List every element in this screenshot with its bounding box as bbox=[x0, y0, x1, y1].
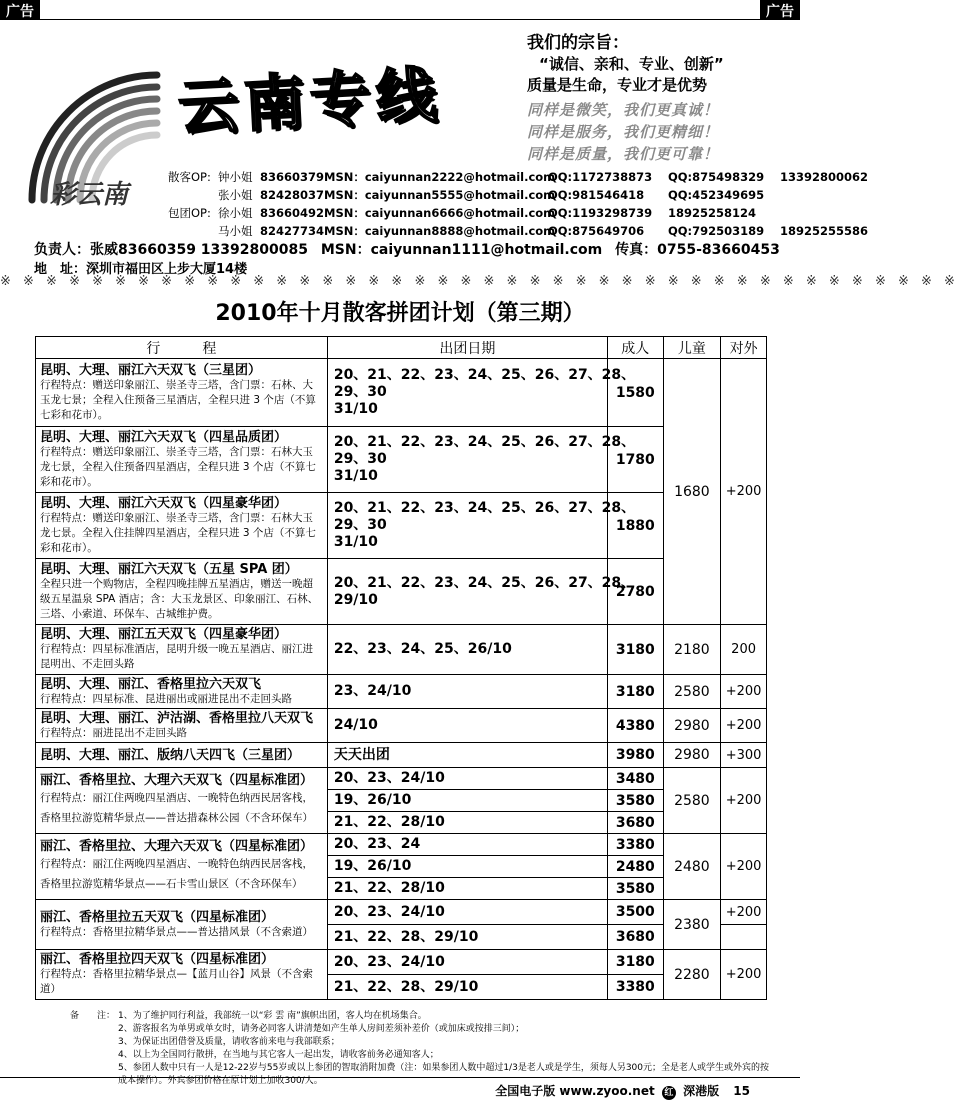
route-desc: 香格里拉游览精华景点——普达措森林公园（不含环保车） bbox=[40, 812, 313, 824]
table-row bbox=[36, 625, 767, 675]
external-price: 200 bbox=[721, 625, 767, 675]
route-desc: 行程特点：赠送印象丽江、崇圣寺三塔，含门票：石林大玉龙七景。全程入住挂牌四星酒店，全程只进 3 个店（不算七彩和花市）。 bbox=[40, 511, 316, 554]
route-cell bbox=[36, 768, 328, 834]
adult-price: 3500 bbox=[607, 900, 663, 925]
external-price: +300 bbox=[721, 743, 767, 768]
slogan-line-2: 质量是生命，专业才是优势 bbox=[527, 76, 708, 94]
table-row bbox=[36, 709, 767, 743]
top-rule bbox=[0, 19, 800, 20]
dates-line: 31/10 bbox=[333, 534, 378, 550]
table-row bbox=[36, 359, 767, 427]
route-name: 丽江、香格里拉四天双飞（四星标准团） bbox=[40, 952, 275, 967]
table-row bbox=[36, 834, 767, 856]
header bbox=[0, 22, 869, 277]
note-item: 2、游客报名为单男或单女时，请务必同客人讲清楚如产生单人房间差须补差价（或加床或按排三间）； bbox=[118, 1024, 525, 1034]
dates-line: 20、21、22、23、24、25、26、27、28、 bbox=[333, 367, 636, 383]
dates-cell: 24/10 bbox=[327, 709, 607, 743]
dates-cell: 21、22、28、29/10 bbox=[327, 975, 607, 1000]
adult-price: 3480 bbox=[607, 768, 663, 790]
footer bbox=[495, 1082, 750, 1100]
address: 地 址：深圳市福田区上步大厦14楼 bbox=[34, 262, 248, 277]
contact-qq: QQ:981546418 bbox=[548, 188, 645, 202]
logo-subtitle: 彩云南 bbox=[50, 180, 129, 210]
route-name: 昆明、大理、丽江六天双飞（三星团） bbox=[40, 362, 262, 378]
dates-line: 20、21、22、23、24、25、26、27、28、 bbox=[333, 500, 636, 516]
adult-price: 3180 bbox=[607, 625, 663, 675]
table-row bbox=[36, 675, 767, 709]
plan-title: 2010年十月散客拼团计划（第三期） bbox=[215, 301, 585, 326]
route-cell bbox=[36, 709, 328, 743]
child-price: 2480 bbox=[663, 834, 721, 900]
route-name: 昆明、大理、丽江六天双飞（五星 SPA 团） bbox=[40, 561, 298, 577]
route-desc: 行程特点：赠送印象丽江、崇圣寺三塔，含门票：石林、大玉龙七景；全程入住预备三星酒店，全程只进 3 个店（不算七彩和花市）。 bbox=[40, 378, 316, 421]
adult-price: 1580 bbox=[607, 359, 663, 427]
dates-cell: 天天出团 bbox=[327, 743, 607, 768]
manager-msn: MSN：caiyunnan1111@hotmail.com bbox=[320, 242, 603, 258]
footer-rule bbox=[0, 1077, 800, 1078]
table-row bbox=[36, 900, 767, 925]
adult-price: 2780 bbox=[607, 559, 663, 625]
route-desc: 行程特点：丽江住两晚四星酒店、一晚特色纳西民居客栈， bbox=[40, 792, 313, 804]
route-desc: 行程特点：四星标准酒店，昆明升级一晚五星酒店、丽江进昆明出、不走回头路 bbox=[40, 643, 313, 670]
table-row bbox=[36, 427, 767, 493]
adult-price: 3980 bbox=[607, 743, 663, 768]
external-price: +200 bbox=[721, 950, 767, 1000]
header-child: 儿童 bbox=[663, 337, 721, 359]
route-desc: 行程特点：丽进昆出不走回头路 bbox=[40, 726, 187, 739]
route-desc: 行程特点：香格里拉精华景点——普达措风景（不含索道） bbox=[40, 925, 313, 938]
route-name: 丽江、香格里拉、大理六天双飞（四星标准团） bbox=[40, 773, 314, 788]
slogan-gray-1: 同样是微笑，我们更真诚！ bbox=[527, 101, 720, 119]
route-name: 丽江、香格里拉五天双飞（四星标准团） bbox=[40, 909, 275, 925]
contact-name: 钟小姐 bbox=[218, 170, 253, 184]
slogan-gray-3: 同样是质量，我们更可靠！ bbox=[527, 145, 720, 163]
adult-price: 3580 bbox=[607, 878, 663, 900]
route-cell bbox=[36, 427, 328, 493]
brand-title-char: 云 bbox=[176, 70, 247, 144]
dates-cell: 20、23、24/10 bbox=[327, 768, 607, 790]
route-cell bbox=[36, 359, 328, 427]
route-name: 昆明、大理、丽江五天双飞（四星豪华团） bbox=[40, 627, 288, 642]
header-route: 行 程 bbox=[36, 337, 328, 359]
route-desc: 行程特点：香格里拉精华景点—【蓝月山谷】风景（不含索道） bbox=[40, 968, 313, 995]
route-cell bbox=[36, 743, 328, 768]
adult-price: 3680 bbox=[607, 812, 663, 834]
external-price: +200 bbox=[721, 834, 767, 900]
table-header-row bbox=[36, 337, 767, 359]
route-desc: 香格里拉游览精华景点——石卡雪山景区（不含环保车） bbox=[40, 878, 303, 890]
table-row bbox=[36, 743, 767, 768]
external-price: +200 bbox=[721, 900, 767, 925]
external-price: +200 bbox=[721, 359, 767, 625]
contact-extra: 13392800062 bbox=[780, 170, 869, 184]
contact-name: 马小姐 bbox=[218, 224, 253, 238]
adult-price: 3680 bbox=[607, 925, 663, 950]
dates-line: 20、21、22、23、24、25、26、27、28、 bbox=[333, 434, 636, 450]
slogan-block bbox=[527, 28, 792, 165]
footer-badge-icon: 红 bbox=[662, 1086, 676, 1100]
contact-phone: 83660379 bbox=[260, 170, 325, 184]
contact-msn: MSN：caiyunnan8888@hotmail.com bbox=[324, 224, 556, 238]
route-cell bbox=[36, 900, 328, 950]
adult-price: 3180 bbox=[607, 950, 663, 975]
adult-price: 1780 bbox=[607, 427, 663, 493]
contact-row bbox=[168, 204, 868, 222]
child-price: 2180 bbox=[663, 625, 721, 675]
note-item: 1、为了维护同行利益，我部统一以“彩 雲 南”旗帜出团，客人均在机场集合。 bbox=[118, 1011, 427, 1021]
dates-cell: 20、23、24/10 bbox=[327, 900, 607, 925]
contact-phone: 83660492 bbox=[260, 206, 325, 220]
dates-cell: 21、22、28、29/10 bbox=[327, 925, 607, 950]
dates-cell: 21、22、28/10 bbox=[327, 878, 607, 900]
adult-price: 2480 bbox=[607, 856, 663, 878]
contact-qq: QQ:1193298739 bbox=[548, 206, 653, 220]
child-price: 2380 bbox=[663, 900, 721, 950]
contact-name: 张小姐 bbox=[218, 188, 253, 202]
child-price: 2980 bbox=[663, 743, 721, 768]
route-cell bbox=[36, 559, 328, 625]
route-name: 昆明、大理、丽江六天双飞（四星豪华团） bbox=[40, 495, 288, 511]
header-adult: 成人 bbox=[607, 337, 663, 359]
dates-cell: 19、26/10 bbox=[327, 856, 607, 878]
contact-label: 散客OP: bbox=[168, 170, 211, 184]
external-price: +200 bbox=[721, 675, 767, 709]
manager-fax: 传真：0755-83660453 bbox=[615, 242, 780, 258]
contact-qq: QQ:875649706 bbox=[548, 224, 645, 238]
table-row bbox=[36, 950, 767, 975]
dates-line: 29、30 bbox=[333, 384, 387, 400]
note-item: 5、参团人数中只有一人是12-22岁与55岁或以上参团的智取消附加费（注：如果参团人数中超过1/3是老人或是学生，须每人另300元；全是老人或学生或外宾的按成本操作）。外宾参团价格在原计划上加收300/人。 bbox=[118, 1063, 769, 1086]
adult-price: 3580 bbox=[607, 790, 663, 812]
footer-edition: 深港版 bbox=[683, 1084, 720, 1098]
adult-price: 3380 bbox=[607, 834, 663, 856]
contact-phone: 82427734 bbox=[260, 224, 325, 238]
contact-list bbox=[168, 168, 868, 240]
dates-cell: 20、23、24 bbox=[327, 834, 607, 856]
contact-qq-2: QQ:452349695 bbox=[668, 188, 765, 202]
manager-info bbox=[34, 239, 788, 259]
child-price: 2580 bbox=[663, 675, 721, 709]
brand-title-char: 南 bbox=[242, 67, 313, 141]
route-name: 昆明、大理、丽江、泸沽湖、香格里拉八天双飞 bbox=[40, 710, 314, 726]
table-row bbox=[36, 768, 767, 790]
contact-qq: QQ:1172738873 bbox=[548, 170, 653, 184]
contact-msn: MSN：caiyunnan5555@hotmail.com bbox=[324, 188, 556, 202]
note-item: 4、以上为全国同行散拼，在当地与其它客人一起出发，请收客前务必通知客人； bbox=[118, 1050, 439, 1060]
ad-label-right: 广告 bbox=[760, 0, 800, 20]
route-name: 昆明、大理、丽江六天双飞（四星品质团） bbox=[40, 429, 288, 445]
dates-cell: 23、24/10 bbox=[327, 675, 607, 709]
route-desc: 行程特点：丽江住两晚四星酒店、一晚特色纳西民居客栈， bbox=[40, 858, 313, 870]
table-row bbox=[36, 493, 767, 559]
contact-label: 包团OP: bbox=[168, 206, 211, 220]
dates-line: 31/10 bbox=[333, 468, 378, 484]
child-price: 2980 bbox=[663, 709, 721, 743]
star-divider: ※ ※ ※ ※ ※ ※ ※ ※ ※ ※ ※ ※ ※ ※ ※ ※ ※ ※ ※ ※ ※ ※ ※ ※ ※ ※ ※ ※ ※ ※ ※ ※ ※ ※ ※ ※ ※ ※ ※ ※ ※ ※ bbox=[0, 274, 959, 289]
contact-msn: MSN：caiyunnan6666@hotmail.com bbox=[324, 206, 556, 220]
dates-cell: 19、26/10 bbox=[327, 790, 607, 812]
dates-line: 31/10 bbox=[333, 401, 378, 417]
contact-row bbox=[168, 186, 868, 204]
contact-qq-2: QQ:792503189 bbox=[668, 224, 765, 238]
slogan-line-1: “诚信、亲和、专业、创新” bbox=[539, 55, 724, 73]
child-price: 2280 bbox=[663, 950, 721, 1000]
contact-extra: 18925255586 bbox=[780, 224, 869, 238]
external-price-empty bbox=[721, 925, 767, 950]
route-cell bbox=[36, 834, 328, 900]
notes-label: 备 注： bbox=[70, 1011, 116, 1021]
route-desc: 全程只进一个购物店，全程四晚挂牌五星酒店，赠送一晚超级五星温泉 SPA 酒店；含：大玉龙景区、印象丽江、石林、三塔、小索道、环保车、古城维护费。 bbox=[40, 577, 319, 620]
dates-line: 29/10 bbox=[333, 591, 378, 608]
external-price: +200 bbox=[721, 768, 767, 834]
dates-cell: 20、23、24/10 bbox=[327, 950, 607, 975]
brand-title-char: 线 bbox=[374, 60, 444, 134]
route-name: 丽江、香格里拉、大理六天双飞（四星标准团） bbox=[40, 839, 314, 854]
route-desc: 行程特点：四星标准、昆进丽出或丽进昆出不走回头路 bbox=[40, 692, 292, 705]
ad-label-left: 广告 bbox=[0, 0, 40, 20]
contact-row bbox=[168, 168, 868, 186]
dates-cell: 22、23、24、25、26/10 bbox=[327, 625, 607, 675]
page-number: 15 bbox=[733, 1084, 750, 1098]
note-item: 3、为保证出团借誉及质量，请收客前来电与我部联系； bbox=[118, 1037, 340, 1047]
contact-phone: 82428037 bbox=[260, 188, 325, 202]
slogan-gray-2: 同样是服务，我们更精细！ bbox=[527, 123, 720, 141]
dates-line: 29、30 bbox=[333, 517, 387, 533]
route-cell bbox=[36, 625, 328, 675]
route-cell bbox=[36, 493, 328, 559]
brand-title-char: 专 bbox=[308, 63, 379, 137]
contact-msn: MSN：caiyunnan2222@hotmail.com bbox=[324, 170, 556, 184]
footer-site: 全国电子版 www.zyoo.net bbox=[495, 1084, 655, 1098]
adult-price: 1880 bbox=[607, 493, 663, 559]
external-price: +200 bbox=[721, 709, 767, 743]
dates-line: 20、21、22、23、24、25、26、27、28、 bbox=[333, 574, 636, 591]
adult-price: 4380 bbox=[607, 709, 663, 743]
table-row bbox=[36, 559, 767, 625]
tour-plan-table bbox=[35, 336, 767, 1000]
contact-qq-2: 18925258124 bbox=[668, 206, 757, 220]
contact-name: 徐小姐 bbox=[218, 206, 253, 220]
route-cell bbox=[36, 675, 328, 709]
dates-line: 29、30 bbox=[333, 451, 387, 467]
adult-price: 3180 bbox=[607, 675, 663, 709]
slogan-title: 我们的宗旨： bbox=[527, 33, 629, 53]
route-name: 昆明、大理、丽江、版纳八天四飞（三星团） bbox=[40, 747, 301, 763]
header-dates: 出团日期 bbox=[327, 337, 607, 359]
child-price: 1680 bbox=[663, 359, 721, 625]
route-desc: 行程特点：赠送印象丽江、崇圣寺三塔，含门票：石林大玉龙七景，全程入住预备四星酒店，全程只进 3 个店（不算七彩和花市）。 bbox=[40, 445, 316, 488]
route-name: 昆明、大理、丽江、香格里拉六天双飞 bbox=[40, 676, 262, 692]
contact-row bbox=[168, 222, 868, 240]
child-price: 2580 bbox=[663, 768, 721, 834]
dates-cell: 21、22、28/10 bbox=[327, 812, 607, 834]
route-cell bbox=[36, 950, 328, 1000]
contact-qq-2: QQ:875498329 bbox=[668, 170, 765, 184]
manager-person: 负责人：张威83660359 13392800085 bbox=[34, 242, 308, 258]
brand-title bbox=[176, 47, 444, 147]
adult-price: 3380 bbox=[607, 975, 663, 1000]
header-external: 对外 bbox=[721, 337, 767, 359]
